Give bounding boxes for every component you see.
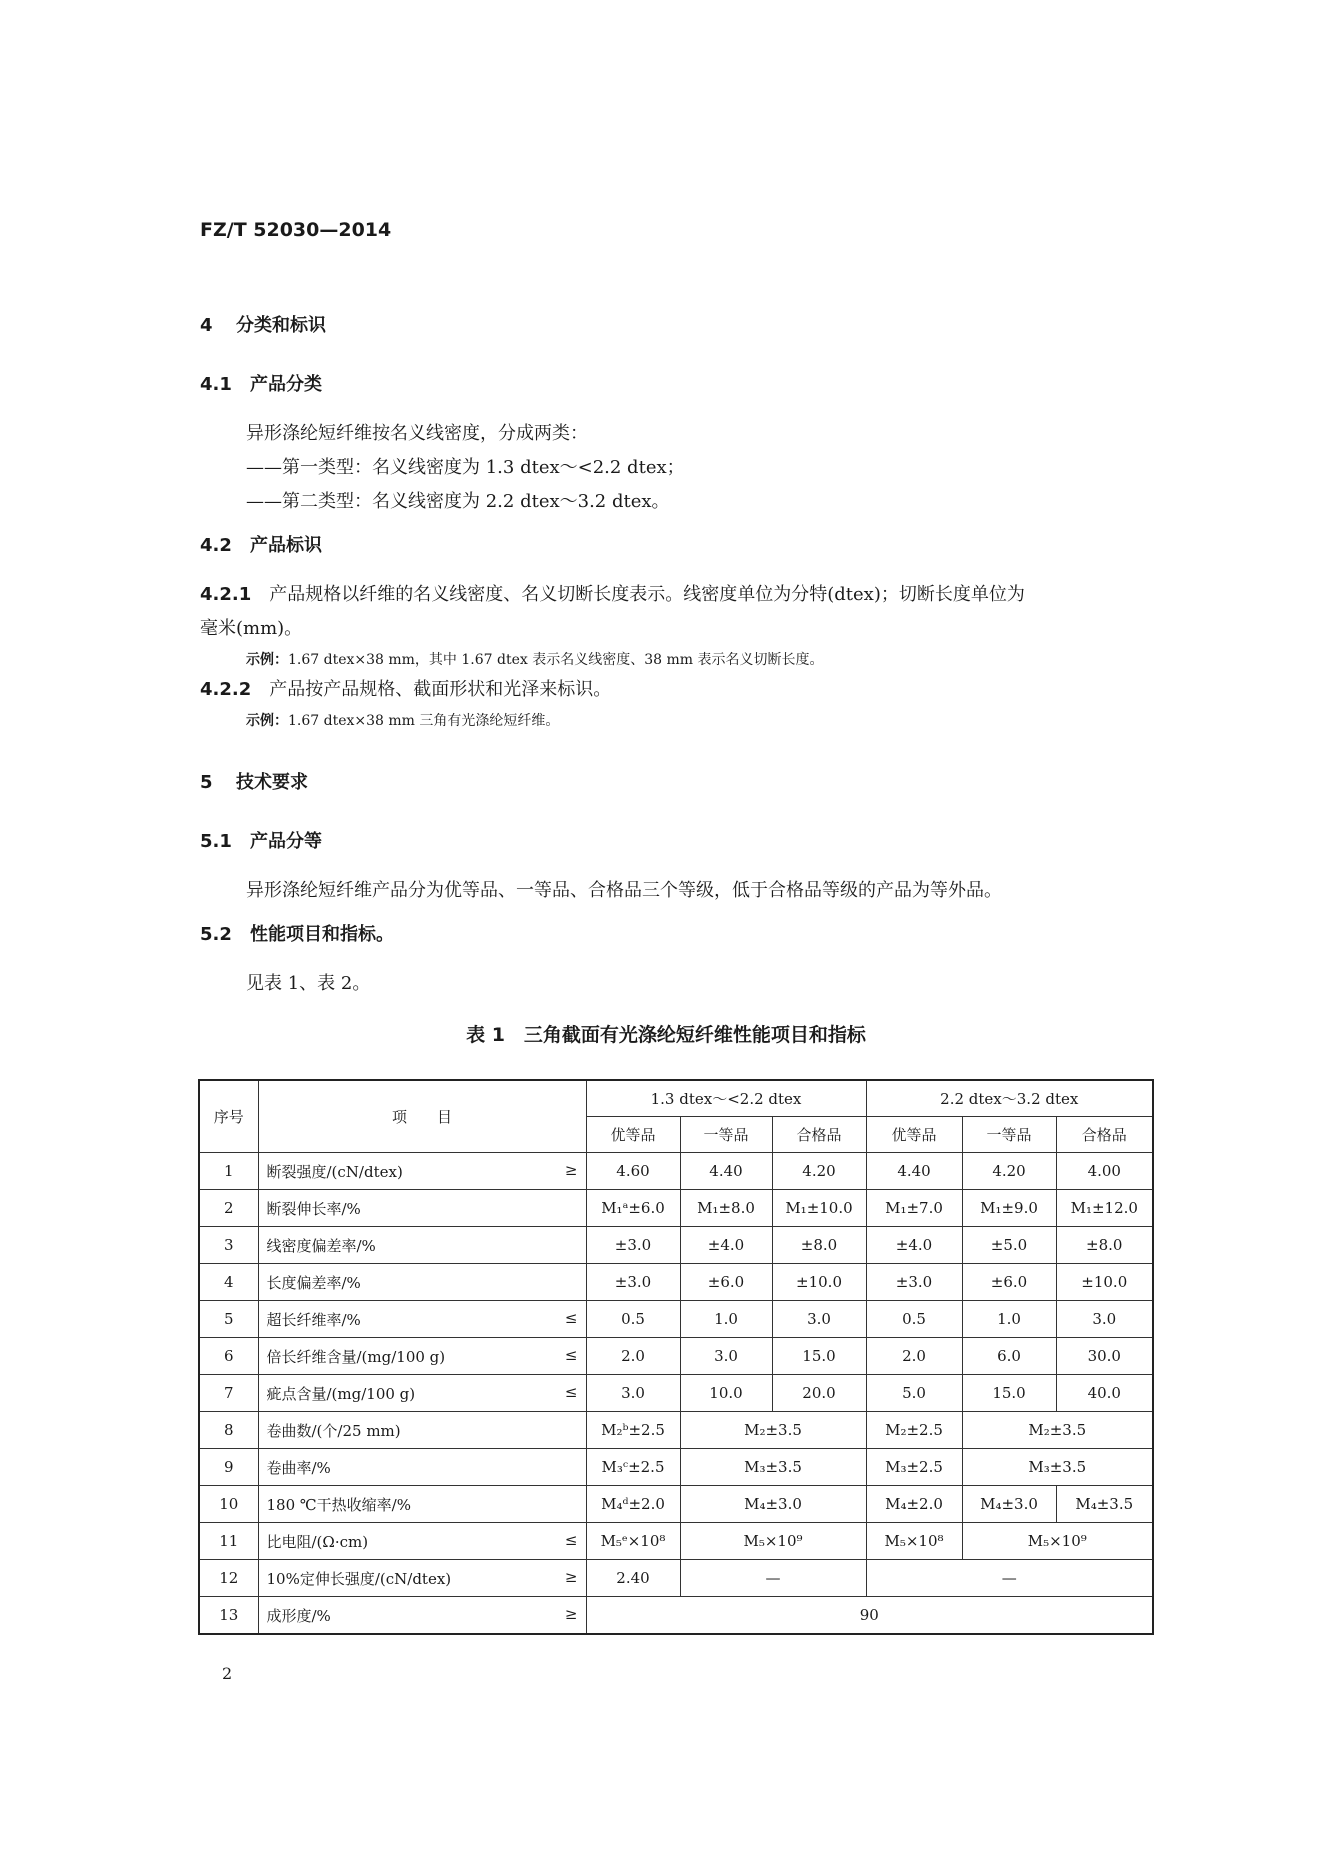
cell: M₄±3.5 (1056, 1486, 1153, 1523)
row-seq: 1 (199, 1153, 258, 1190)
cell: ±3.0 (586, 1227, 680, 1264)
classification-item-2: ——第二类型：名义线密度为 2.2 dtex～3.2 dtex。 (246, 491, 670, 512)
item-label: 卷曲率/% (266, 1458, 331, 1477)
cell: 5.0 (866, 1375, 962, 1412)
cell: ±8.0 (1056, 1227, 1153, 1264)
cell: 15.0 (962, 1375, 1056, 1412)
cell: ±10.0 (772, 1264, 866, 1301)
cell: M₄±3.0 (962, 1486, 1056, 1523)
cell: 3.0 (680, 1338, 772, 1375)
example-text: 1.67 dtex×38 mm，其中 1.67 dtex 表示名义线密度、38 mm 表示名义切断长度。 (288, 652, 824, 668)
item-label: 长度偏差率/% (266, 1273, 361, 1292)
operator: ≥ (564, 1161, 578, 1179)
row-item (258, 1449, 586, 1486)
cell: — (680, 1560, 866, 1597)
cell: M₁±9.0 (962, 1190, 1056, 1227)
cell: ±6.0 (680, 1264, 772, 1301)
section-number: 5.2 (200, 924, 232, 945)
row-seq: 11 (199, 1523, 258, 1560)
item-label: 断裂强度/(cN/dtex) (266, 1162, 403, 1181)
table-row (199, 1523, 1153, 1560)
operator: ≥ (564, 1568, 578, 1586)
cell: 4.40 (680, 1153, 772, 1190)
section-title: 产品分等 (250, 831, 322, 852)
cell: 1.0 (680, 1301, 772, 1338)
cell: ±4.0 (680, 1227, 772, 1264)
cell: 4.60 (586, 1153, 680, 1190)
cell: M₁±12.0 (1056, 1190, 1153, 1227)
clause-number: 4.2.2 (200, 679, 252, 700)
table-row (199, 1412, 1153, 1449)
section-4-2-heading (200, 531, 322, 557)
row-item (258, 1523, 586, 1560)
item-label: 线密度偏差率/% (266, 1236, 376, 1255)
row-seq: 4 (199, 1264, 258, 1301)
section-5-2-heading (200, 920, 394, 946)
row-seq: 8 (199, 1412, 258, 1449)
row-seq: 9 (199, 1449, 258, 1486)
header-group-1: 1.3 dtex～<2.2 dtex (586, 1080, 866, 1117)
row-item (258, 1412, 586, 1449)
item-label: 成形度/% (266, 1606, 331, 1625)
example-label: 示例： (246, 652, 288, 668)
item-label: 倍长纤维含量/(mg/100 g) (266, 1347, 446, 1366)
clause-4-2-2 (200, 675, 611, 701)
cell: M₁±7.0 (866, 1190, 962, 1227)
cell: ±10.0 (1056, 1264, 1153, 1301)
section-title: 分类和标识 (236, 315, 326, 336)
standard-number: FZ/T 52030—2014 (200, 219, 392, 241)
section-number: 4.2 (200, 535, 232, 556)
operator: ≤ (564, 1383, 578, 1401)
cell: M₃±2.5 (866, 1449, 962, 1486)
clause-number: 4.2.1 (200, 584, 252, 605)
item-label: 卷曲数/(个/25 mm) (266, 1421, 401, 1440)
section-number: 5.1 (200, 831, 232, 852)
cell: ±4.0 (866, 1227, 962, 1264)
cell: 90 (586, 1597, 1153, 1635)
table-row (199, 1153, 1153, 1190)
item-label: 180 ℃干热收缩率/% (266, 1495, 411, 1514)
section-number: 5 (200, 772, 213, 793)
cell: — (866, 1560, 1153, 1597)
row-item (258, 1153, 586, 1190)
header-group-2: 2.2 dtex～3.2 dtex (866, 1080, 1153, 1117)
classification-paragraph: 异形涤纶短纤维按名义线密度，分成两类： (246, 423, 588, 444)
table-row (199, 1264, 1153, 1301)
row-item (258, 1486, 586, 1523)
cell: 2.0 (586, 1338, 680, 1375)
row-item (258, 1190, 586, 1227)
item-label: 疵点含量/(mg/100 g) (266, 1384, 416, 1403)
cell: 6.0 (962, 1338, 1056, 1375)
header-grade: 一等品 (680, 1117, 772, 1153)
section-4-1-heading (200, 370, 322, 396)
cell: M₄±2.0 (866, 1486, 962, 1523)
table-row (199, 1486, 1153, 1523)
cell: M₂±3.5 (680, 1412, 866, 1449)
cell: 3.0 (1056, 1301, 1153, 1338)
cell: 4.20 (962, 1153, 1056, 1190)
table-1-caption: 表 1 三角截面有光涤纶短纤维性能项目和指标 (466, 1024, 866, 1046)
row-item (258, 1560, 586, 1597)
cell: ±5.0 (962, 1227, 1056, 1264)
operator: ≤ (564, 1531, 578, 1549)
cell: 10.0 (680, 1375, 772, 1412)
cell: M₅×10⁸ (866, 1523, 962, 1560)
cell: M₄ᵈ±2.0 (586, 1486, 680, 1523)
header-grade: 优等品 (866, 1117, 962, 1153)
example-text: 1.67 dtex×38 mm 三角有光涤纶短纤维。 (288, 713, 560, 729)
section-title: 性能项目和指标。 (250, 924, 394, 945)
cell: 0.5 (866, 1301, 962, 1338)
header-grade: 优等品 (586, 1117, 680, 1153)
page-number: 2 (222, 1664, 233, 1683)
item-label: 超长纤维率/% (266, 1310, 361, 1329)
row-seq: 2 (199, 1190, 258, 1227)
section-5-heading (200, 768, 308, 794)
item-label: 断裂伸长率/% (266, 1199, 361, 1218)
cell: M₃ᶜ±2.5 (586, 1449, 680, 1486)
cell: 2.40 (586, 1560, 680, 1597)
cell: M₂ᵇ±2.5 (586, 1412, 680, 1449)
example-4-2-1 (246, 649, 824, 669)
clause-4-2-1-line2: 毫米(mm)。 (200, 618, 303, 639)
row-seq: 5 (199, 1301, 258, 1338)
row-item (258, 1338, 586, 1375)
example-4-2-2 (246, 710, 559, 730)
section-title: 产品标识 (250, 535, 322, 556)
cell: M₁ᵃ±6.0 (586, 1190, 680, 1227)
table-row (199, 1338, 1153, 1375)
section-5-1-heading (200, 827, 322, 853)
cell: M₅ᵉ×10⁸ (586, 1523, 680, 1560)
operator: ≤ (564, 1309, 578, 1327)
header-grade: 合格品 (1056, 1117, 1153, 1153)
classification-item-1: ——第一类型：名义线密度为 1.3 dtex～<2.2 dtex； (246, 457, 685, 478)
section-number: 4.1 (200, 374, 232, 395)
cell: 4.00 (1056, 1153, 1153, 1190)
item-label: 10%定伸长强度/(cN/dtex) (266, 1569, 452, 1588)
cell: M₃±3.5 (962, 1449, 1153, 1486)
table-row (199, 1301, 1153, 1338)
cell: M₅×10⁹ (962, 1523, 1153, 1560)
cell: M₁±10.0 (772, 1190, 866, 1227)
cell: M₂±2.5 (866, 1412, 962, 1449)
cell: M₁±8.0 (680, 1190, 772, 1227)
row-item (258, 1264, 586, 1301)
cell: 15.0 (772, 1338, 866, 1375)
cell: M₅×10⁹ (680, 1523, 866, 1560)
table-row (199, 1560, 1153, 1597)
cell: ±3.0 (586, 1264, 680, 1301)
cell: 3.0 (772, 1301, 866, 1338)
header-grade: 合格品 (772, 1117, 866, 1153)
example-label: 示例： (246, 713, 288, 729)
table-row (199, 1449, 1153, 1486)
cell: 4.40 (866, 1153, 962, 1190)
cell: 4.20 (772, 1153, 866, 1190)
cell: 3.0 (586, 1375, 680, 1412)
section-title: 技术要求 (236, 772, 308, 793)
cell: M₂±3.5 (962, 1412, 1153, 1449)
row-item (258, 1597, 586, 1635)
cell: ±3.0 (866, 1264, 962, 1301)
cell: M₃±3.5 (680, 1449, 866, 1486)
header-grade: 一等品 (962, 1117, 1056, 1153)
cell: ±8.0 (772, 1227, 866, 1264)
table-reference: 见表 1、表 2。 (246, 973, 371, 994)
cell: ±6.0 (962, 1264, 1056, 1301)
header-seq: 序号 (199, 1080, 258, 1153)
cell: 0.5 (586, 1301, 680, 1338)
table-row (199, 1227, 1153, 1264)
operator: ≥ (564, 1605, 578, 1623)
cell: 2.0 (866, 1338, 962, 1375)
section-number: 4 (200, 315, 213, 336)
grading-paragraph: 异形涤纶短纤维产品分为优等品、一等品、合格品三个等级，低于合格品等级的产品为等外品。 (246, 880, 1002, 901)
row-seq: 7 (199, 1375, 258, 1412)
table-header-row (199, 1080, 1153, 1117)
row-item (258, 1301, 586, 1338)
table-row (199, 1190, 1153, 1227)
table-row (199, 1375, 1153, 1412)
row-item (258, 1227, 586, 1264)
cell: 1.0 (962, 1301, 1056, 1338)
table-1 (198, 1079, 1154, 1635)
row-seq: 3 (199, 1227, 258, 1264)
cell: 20.0 (772, 1375, 866, 1412)
section-title: 产品分类 (250, 374, 322, 395)
clause-text: 产品规格以纤维的名义线密度、名义切断长度表示。线密度单位为分特(dtex)；切断长度单位为 (269, 584, 1025, 605)
table-row (199, 1597, 1153, 1635)
row-seq: 13 (199, 1597, 258, 1635)
row-seq: 10 (199, 1486, 258, 1523)
clause-text: 产品按产品规格、截面形状和光泽来标识。 (269, 679, 612, 700)
item-label: 比电阻/(Ω·cm) (266, 1532, 369, 1551)
operator: ≤ (564, 1346, 578, 1364)
row-seq: 6 (199, 1338, 258, 1375)
section-4-heading (200, 311, 326, 337)
cell: 30.0 (1056, 1338, 1153, 1375)
cell: M₄±3.0 (680, 1486, 866, 1523)
row-seq: 12 (199, 1560, 258, 1597)
header-item: 项 目 (258, 1080, 586, 1153)
row-item (258, 1375, 586, 1412)
cell: 40.0 (1056, 1375, 1153, 1412)
clause-4-2-1-line1 (200, 580, 1025, 606)
